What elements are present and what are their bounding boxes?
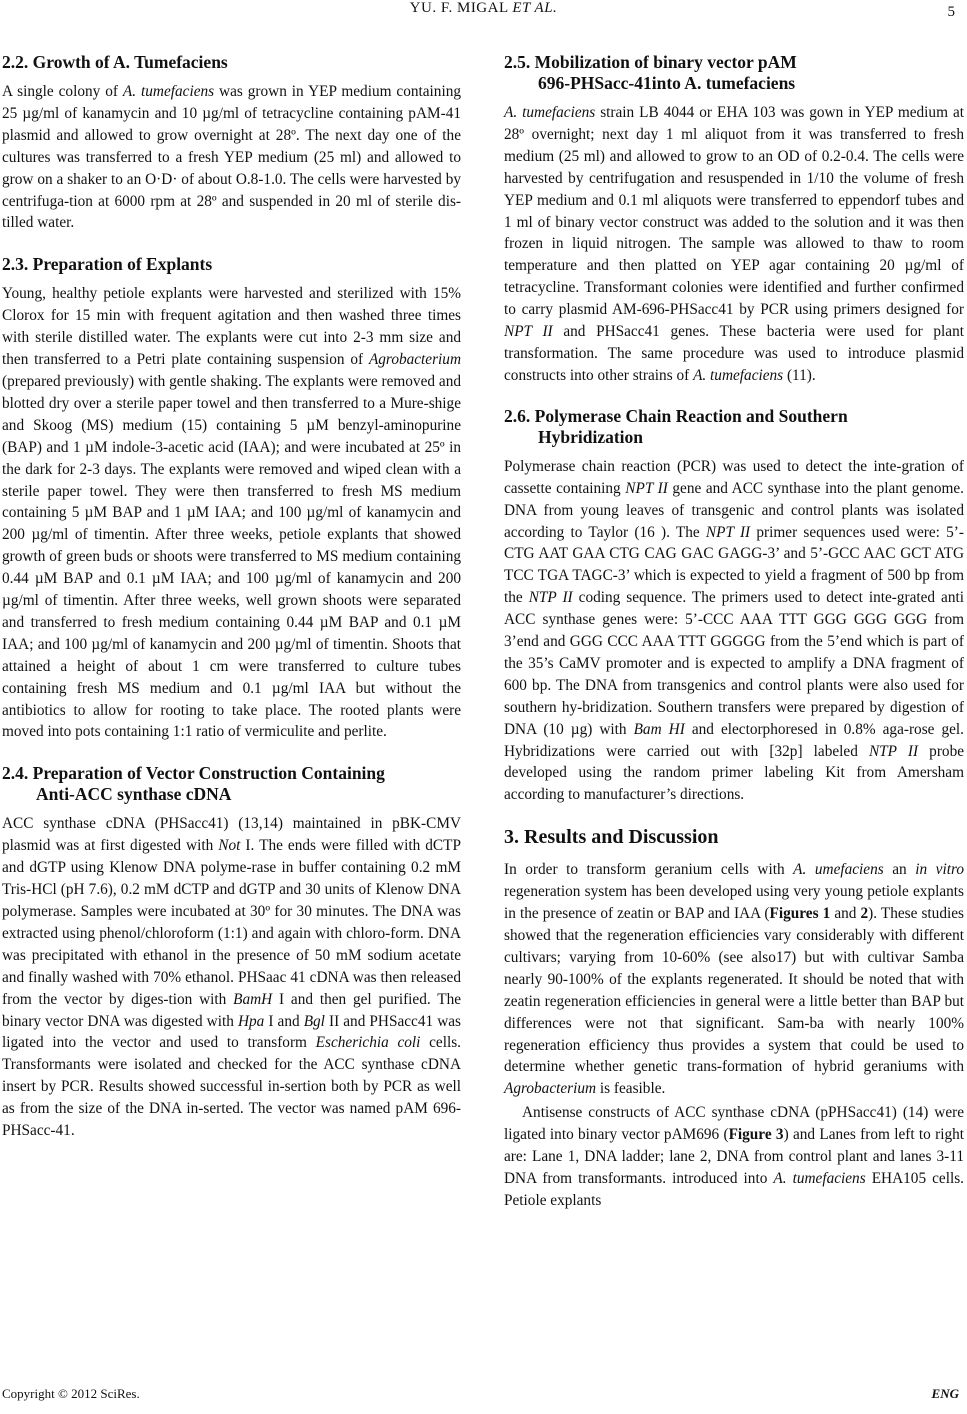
header-etal: ET AL. (512, 0, 558, 16)
section-title-2-5: 2.5. Mobilization of binary vector pAM 696-PHSacc-41into A. tumefaciens (504, 52, 797, 93)
paragraph-2-2: A single colony of A. tumefaciens was grown in YEP medium containing 25 µg/ml of kanamycin and 10 µg/ml of tetracycline containing pAM-41 plasmid and allowed to grow overnight at 28º. The next day one of the cultures was transferred to a fresh YEP medium (25 ml) and allowed to grow on a shaker to an O·D· of about O.8-1.0. The cells were harvested by centrifuga-tion at 6000 rpm at 28º and suspended in 20 ml of sterile dis-tilled water. (2, 83, 462, 232)
paragraph-3-1: In order to transform geranium cells with A. umefaciens an in vitro regeneration system has been developed using very young petiole explants in the presence of zeatin or BAP and IAA (Figures 1 and 2). These studies showed that the regeneration efficiencies vary considerably with different cultivars; varying from 10-60% (see also17) but with cultivar Samba nearly 90-100% of the explants regenerated. It should be noted that with zeatin regeneration efficiencies in general were a little better than BAP but differences were not that significant. Sam-ba with nearly 100% regeneration efficiency thus provides a system that could be used to determine whether genetic trans-formation of hybrid geraniums with Agrobacterium is feasible. (504, 861, 964, 1098)
paragraph-2-5: A. tumefaciens strain LB 4044 or EHA 103 was gown in YEP medium at 28º overnight; next day 1 ml aliquot from it was transferred to fresh medium (25 ml) and allowed to grow to an OD of 0.2-0.4. The cells were harvested by centrifugation and resuspended in 1/10 the volume of fresh YEP medium and 0.1 ml aliquots were transferred to eppendorf tubes and 1 ml of binary vector construct was added to the solution and it was then frozen in liquid nitrogen. The sample was allowed to thaw to room temperature and then platted on YEP agar containing 20 µg/ml of tetracycline. Transformant colonies were identified and further confirmed to carry plasmid AM-696-PHSacc41 by PCR using primers designed for NPT II and PHSacc41 genes. These bacteria were used for plant transformation. The same procedure was used to introduce plasmid constructs into other strains of A. tumefaciens (11). (504, 104, 964, 384)
header-authors: YU. F. MIGAL (409, 0, 509, 16)
paragraph-2-4: ACC synthase cDNA (PHSacc41) (13,14) maintained in pBK-CMV plasmid was at first digested with Not I. The ends were filled with dCTP and dGTP using Klenow DNA polyme-rase in buffer containing 0.2 mM Tris-HCl (pH 7.6), 0.2 mM dCTP and dGTP and 30 units of Klenow DNA polymerase. Samples were incubated at 30º for 30 minutes. The DNA was extracted using phenol/chloroform (1:1) and again with chloro-form. DNA was precipitated with ethanol in the presence of 50 mM sodium acetate and finally washed with 70% ethanol. PHSaac 41 cDNA was then released from the vector by diges-tion with BamH I and then gel purified. The binary vector DNA was digested with Hpa I and Bgl II and PHSacc41 was ligated into the vector and used to transform Escherichia coli cells. Transformants were isolated and checked for the ACC synthase cDNA insert by PCR. Results showed successful in-sertion both by PCR as well as from the size of the DNA in-serted. The vector was named pAM 696-PHSacc-41. (2, 815, 462, 1140)
running-head (0, 0, 967, 17)
footer-copyright: Copyright © 2012 SciRes. (2, 1386, 140, 1401)
paragraph-2-3: Young, healthy petiole explants were harvested and sterilized with 15% Clorox for 15 min with frequent agitation and then washed three times with sterile distilled water. The explants were cut into 2-3 mm size and then transferred to a Petri plate containing suspension of Agrobacterium (prepared previously) with gentle shaking. The explants were removed and blotted dry over a sterile paper towel and then transferred to a Mure-shige and Skoog (MS) medium (15) containing 5 µM benzyl-aminopurine (BAP) and 1 µM indole-3-acetic acid (IAA); and were incubated at 25º in the dark for 2-3 days. The explants were removed and wiped clean with a sterile paper towel. They were then transferred to fresh MS medium containing 5 µM BAP and 1 µM IAA; and 100 µg/ml of kanamycin and 200 µg/ml of timentin. After three weeks, petiole explants that showed growth of green buds or shoots were transferred to MS medium containing 0.44 µM BAP and 0.1 µM IAA; and 100 µg/ml of kanamycin and 200 µg/ml of timentin. After three weeks, well grown shoots were separated and transferred to fresh medium containing 0.44 µM BAP and 0.1 µM IAA; and 100 µg/ml of kanamycin and 200 µg/ml of timentin. Shoots that attained a height of about 1 cm were transferred to culture tubes containing fresh MS medium and 0.1 µg/ml IAA but without the antibiotics to allow for rooting to take place. The rooted plants were moved into pots containing 1:1 ratio of vermiculite and perlite. (2, 285, 461, 741)
section-title-2-3: 2.3. Preparation of Explants (2, 254, 213, 275)
paragraph-2-6: Polymerase chain reaction (PCR) was used to detect the inte-gration of cassette containing NPT II gene and ACC synthase into the plant genome. DNA from young leaves of transgenic and control plants was isolated according to Taylor (16 ). The NPT II primer sequences used were: 5’-CTG AAT GAA CTG CAG GAC GAGG-3’ and 5’-GCC AAC GCT ATG TCC TGA TAGC-3’ which is expected to yield a fragment of 500 bp from the NTP II coding sequence. The primers used to detect inte-grated anti ACC synthase genes were: 5’-CCC AAA TTT GGG GGG GGG from 3’end and GGG CCC AAA TTT GGGGG from the 5’end which is part of the 35’s CaMV promoter and is expected to amplify a DNA fragment of 600 bp. The DNA from transgenics and control plants were also used for southern hy-bridization. Southern transfers were prepared by digestion of DNA (10 µg) with Bam HI and electorphoresed in 0.8% aga-rose gel. Hybridizations were carried out with [32p] labeled NTP II probe developed using the random primer labeling Kit from Amersham according to manufacturer’s directions. (504, 457, 965, 804)
section-title-2-4: 2.4. Preparation of Vector Construction Containing Anti-ACC synthase cDNA (2, 763, 385, 805)
footer-journal: ENG (931, 1386, 959, 1401)
section-title-3: 3. Results and Discussion (504, 826, 719, 849)
right-column (504, 52, 964, 1212)
section-title-2-2: 2.2. Growth of A. Tumefaciens (2, 52, 228, 72)
section-title-2-6: 2.6. Polymerase Chain Reaction and Southern Hybridization (504, 405, 848, 447)
paragraph-3-2: Antisense constructs of ACC synthase cDNA (pPHSacc41) (14) were ligated into binary vector pAM696 (Figure 3) and Lanes from left to right are: Lane 1, DNA ladder; lane 2, DNA from control plant and lanes 3-11 DNA from transformants. introduced into A. tumefaciens EHA105 cells. Petiole explants (504, 1104, 964, 1209)
page-number: 5 (947, 4, 955, 20)
left-column (2, 52, 461, 1142)
